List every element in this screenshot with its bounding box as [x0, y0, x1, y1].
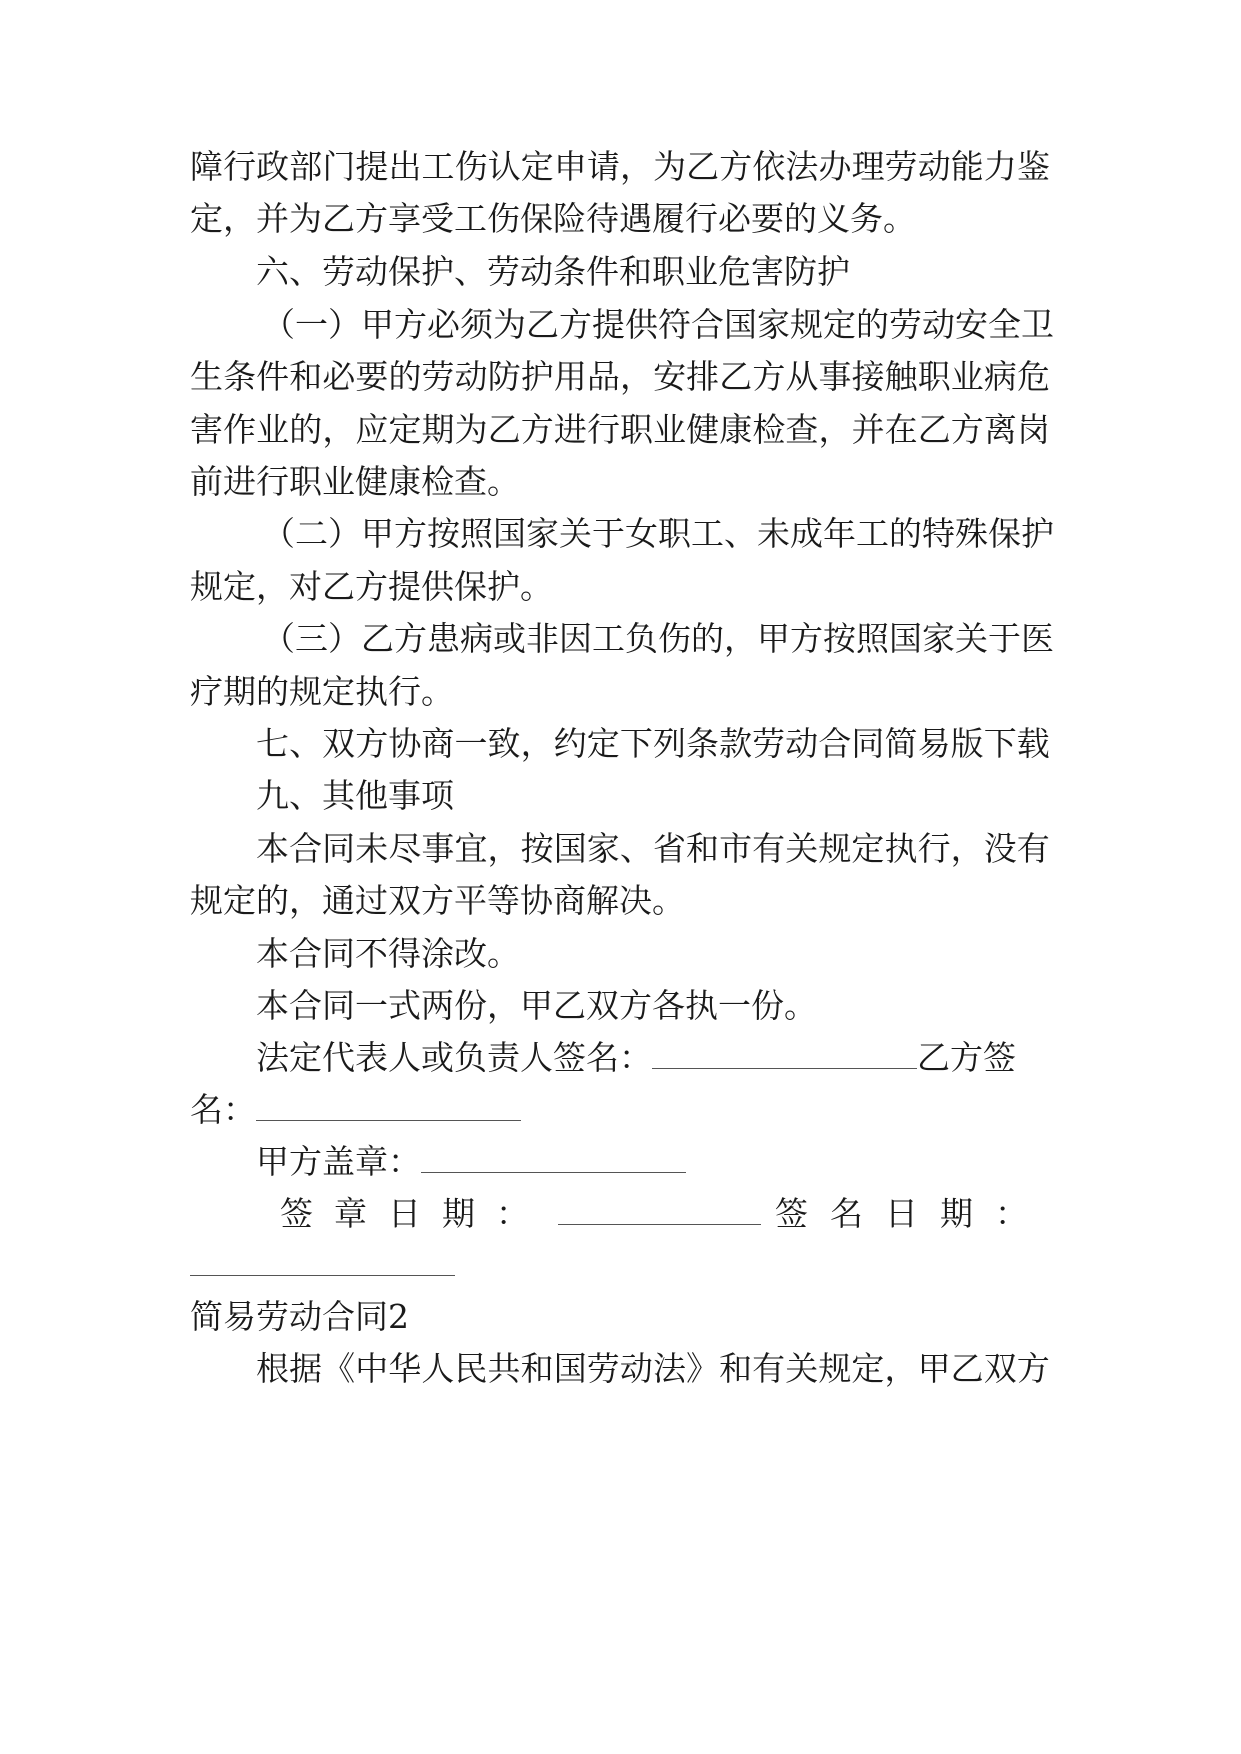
representative-signature-label: 法定代表人或负责人签名： — [256, 1038, 652, 1077]
section-heading: 六、劳动保护、劳动条件和职业危害防护 — [256, 252, 850, 291]
paragraph-line: 本合同不得涂改。 — [256, 934, 520, 973]
party-a-seal-field[interactable] — [421, 1140, 686, 1173]
paragraph-line: 害 作 业 的 ， 应 定 期 为 乙 方 进 行 职 业 健 康 检 查 ， 并 在 乙 方 离 岗 — [190, 410, 1050, 449]
seal-date-field[interactable] — [558, 1192, 761, 1225]
paragraph-line: 障 行 政 部 门 提 出 工 伤 认 定 申 请 ， 为 乙 方 依 法 办 理 劳 动 能 力 鉴 — [190, 147, 1050, 186]
signature-date-row — [280, 1192, 1050, 1236]
document-body — [190, 0, 1054, 1754]
section-heading: 九、其他事项 — [256, 776, 454, 815]
paragraph-line: 本合同一式两份，甲乙双方各执一份。 — [256, 986, 817, 1025]
seal-date-label: 签章日期： — [280, 1194, 550, 1233]
signature-row — [190, 1088, 1050, 1132]
section-heading: 七 、 双 方 协 商 一 致 ， 约 定 下 列 条 款 劳 动 合 同 简 易 版 下 载 — [256, 724, 1050, 763]
representative-signature-field[interactable] — [652, 1036, 917, 1069]
paragraph-line: 规定，对乙方提供保护。 — [190, 567, 553, 606]
paragraph-line: （ 二 ） 甲 方 按 照 国 家 关 于 女 职 工 、 未 成 年 工 的 特 殊 保 护 — [262, 514, 1054, 553]
paragraph-line: （ 三 ） 乙 方 患 病 或 非 因 工 负 伤 的 ， 甲 方 按 照 国 家 关 于 医 — [262, 619, 1054, 658]
sign-date-field[interactable] — [190, 1275, 455, 1276]
paragraph-line: 疗期的规定执行。 — [190, 672, 454, 711]
paragraph-line: 规定的，通过双方平等协商解决。 — [190, 881, 685, 920]
section-title: 简易劳动合同2 — [190, 1297, 409, 1336]
signature-row — [256, 1140, 1050, 1184]
party-b-signature-label-cont: 名： — [190, 1090, 256, 1129]
party-b-signature-field[interactable] — [256, 1088, 521, 1121]
party-a-seal-label: 甲方盖章： — [256, 1142, 421, 1181]
paragraph-line: 生 条 件 和 必 要 的 劳 动 防 护 用 品 ， 安 排 乙 方 从 事 接 触 职 业 病 危 — [190, 357, 1050, 396]
paragraph-line: 根 据 《 中 华 人 民 共 和 国 劳 动 法 》 和 有 关 规 定 ， 甲 乙 双 方 — [256, 1349, 1050, 1388]
signature-row — [256, 1036, 1050, 1080]
sign-date-label: 签名日期： — [775, 1194, 1050, 1233]
paragraph-line: 前进行职业健康检查。 — [190, 462, 520, 501]
paragraph-line: （ 一 ） 甲 方 必 须 为 乙 方 提 供 符 合 国 家 规 定 的 劳 动 安 全 卫 — [262, 305, 1054, 344]
paragraph-line: 定，并为乙方享受工伤保险待遇履行必要的义务。 — [190, 199, 916, 238]
paragraph-line: 本 合 同 未 尽 事 宜 ， 按 国 家 、 省 和 市 有 关 规 定 执 行 ， 没 有 — [256, 829, 1050, 868]
party-b-signature-label: 乙方签 — [917, 1038, 1016, 1077]
